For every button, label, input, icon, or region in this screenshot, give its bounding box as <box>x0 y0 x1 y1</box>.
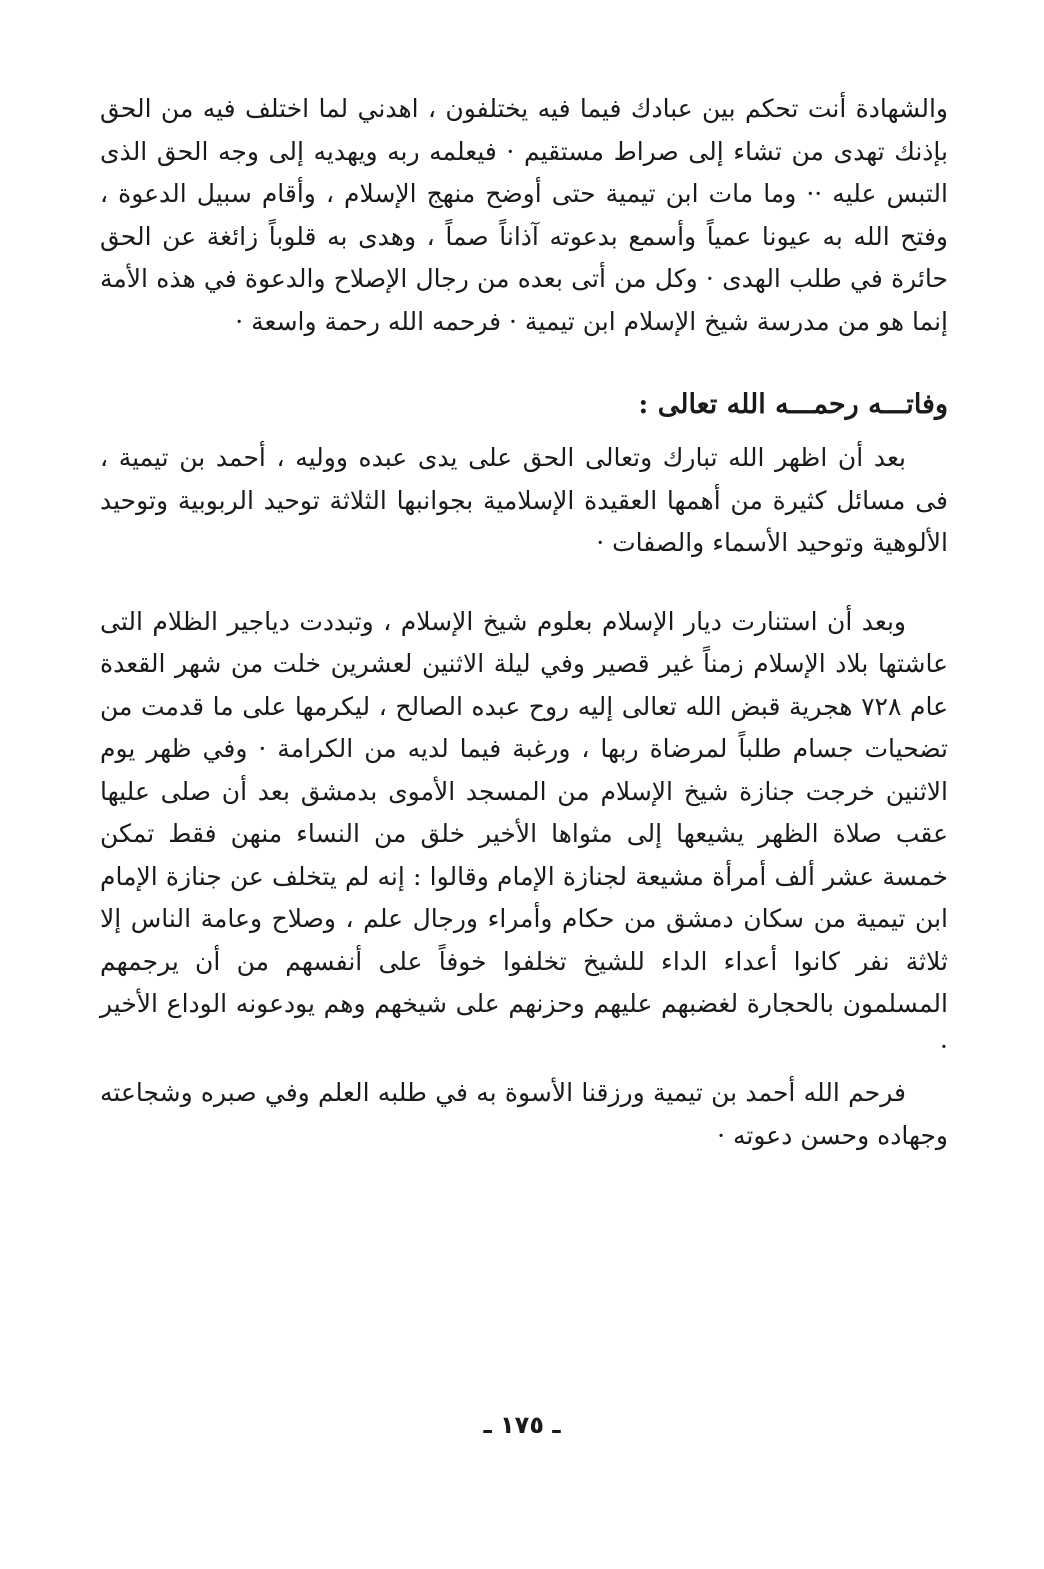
page-body <box>100 88 948 1157</box>
paragraph-intro: والشهادة أنت تحكم بين عبادك فيما فيه يختلفون ، اهدني لما اختلف فيه من الحق بإذنك تهدى من تشاء إلى صراط مستقيم · فيعلمه ربه ويهديه إلى وجه الحق الذى التبس عليه ·· وما مات ابن تيمية حتى أوضح منهج الإسلام ، وأقام سبيل الدعوة ، وفتح الله به عيونا عمياً وأسمع بدعوته آذاناً صماً ، وهدى به قلوباً زائغة عن الحق حائرة في طلب الهدى · وكل من أتى بعده من رجال الإصلاح والدعوة في هذه الأمة إنما هو من مدرسة شيخ الإسلام ابن تيمية · فرحمه الله رحمة واسعة · <box>100 94 948 336</box>
paragraph-closing: فرحم الله أحمد بن تيمية ورزقنا الأسوة به في طلبه العلم وفي صبره وشجاعته وجهاده وحسن دعوته · <box>100 1078 948 1150</box>
page-number: ـ ١٧٥ ـ <box>483 1411 561 1439</box>
section-heading-death: وفاتـــه رحمـــه الله تعالى : <box>638 389 948 420</box>
paragraph-funeral: وبعد أن استنارت ديار الإسلام بعلوم شيخ الإسلام ، وتبددت دياجير الظلام التى عاشتها بلاد الإسلام زمناً غير قصير وفي ليلة الاثنين لعشرين خلت من شهر القعدة عام ٧٢٨ هجرية قبض الله تعالى إليه روح عبده الصالح ، ليكرمها على ما قدمت من تضحيات جسام طلباً لمرضاة ربها ، ورغبة فيما لديه من الكرامة · وفي ظهر يوم الاثنين خرجت جنازة شيخ الإسلام من المسجد الأموى بدمشق بعد أن صلى عليها عقب صلاة الظهر يشيعها إلى مثواها الأخير خلق من النساء منهن فقط تمكن خمسة عشر ألف أمرأة مشيعة لجنازة الإمام وقالوا : إنه لم يتخلف عن جنازة الإمام ابن تيمية من سكان دمشق من حكام وأمراء ورجال علم ، وصلاح وعامة الناس إلا ثلاثة نفر كانوا أعداء الداء للشيخ تخلفوا خوفاً على أنفسهم من أن يرجمهم المسلمون بالحجارة لغضبهم عليهم وحزنهم على شيخهم وهم يودعونه الوداع الأخير · <box>100 606 948 1061</box>
paragraph-doctrine: بعد أن اظهر الله تبارك وتعالى الحق على يدى عبده ووليه ، أحمد بن تيمية ، فى مسائل كثيرة من أهمها العقيدة الإسلامية بجوانبها الثلاثة توحيد الربوبية وتوحيد الألوهية وتوحيد الأسماء والصفات · <box>100 443 948 557</box>
